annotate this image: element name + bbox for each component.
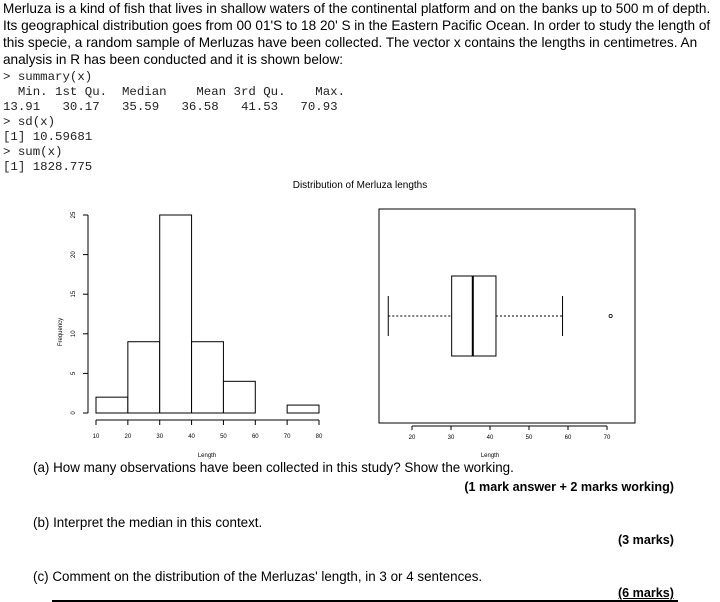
x-tick-label: 50 [525, 435, 533, 441]
x-tick-label: 70 [603, 435, 611, 441]
x-tick-label: 20 [124, 434, 132, 440]
question-c: (c) Comment on the distribution of the Merluzas' length, in 3 or 4 sentences. [33, 569, 483, 584]
y-tick-label: 10 [71, 330, 77, 338]
histogram-bar [96, 397, 128, 413]
histogram-bar [160, 215, 192, 413]
histogram-bar [287, 405, 319, 413]
x-tick-label: 30 [447, 435, 455, 441]
x-tick-label: 80 [315, 434, 323, 440]
figure-title: Distribution of Merluza lengths [292, 180, 428, 191]
y-tick-label: 5 [71, 371, 77, 376]
y-axis-label: Frequency [58, 317, 64, 347]
r-sum-output: [1] 1828.775 [3, 160, 93, 174]
y-tick-label: 0 [71, 411, 77, 415]
histogram [58, 211, 323, 459]
x-axis-label: Length [197, 453, 217, 459]
r-command-summary: > summary(x) [3, 70, 93, 84]
r-summary-header: Min. 1st Qu. Median Mean 3rd Qu. Max. [3, 85, 346, 99]
question-a-marks: (1 mark answer + 2 marks working) [464, 480, 674, 494]
intro-paragraph: Merluza is a kind of fish that lives in shallow waters of the continental platform and on the banks up to 500 m of depth. Its geographical distribution goes from 00 01'S to 18 20' S in the Eastern Pacific Ocean. In order to study the length of this specie, a random sample of Merluzas have been collected. The vector x contains the lengths in centimetres. An analysis in R has been conducted and it is shown below: [3, 1, 711, 67]
x-axis-label: Length [480, 453, 500, 459]
x-tick-label: 40 [188, 434, 195, 440]
histogram-bar [128, 342, 160, 413]
x-tick-label: 20 [408, 435, 416, 441]
question-b-marks: (3 marks) [617, 533, 674, 547]
r-sd-output: [1] 10.59681 [3, 130, 93, 144]
question-c-marks: (6 marks) [617, 586, 674, 600]
x-tick-label: 60 [251, 434, 259, 440]
x-tick-label: 70 [283, 434, 291, 440]
y-tick-label: 25 [71, 211, 77, 219]
x-tick-label: 60 [564, 435, 572, 441]
histogram-bar [223, 381, 255, 413]
x-tick-label: 50 [220, 434, 227, 440]
y-tick-label: 15 [71, 290, 77, 298]
r-command-sum: > sum(x) [3, 145, 63, 159]
histogram-bar [192, 342, 224, 413]
question-b: (b) Interpret the median in this context. [33, 515, 263, 530]
r-summary-values: 13.91 30.17 35.59 36.58 41.53 70.93 [3, 100, 338, 114]
boxplot [379, 209, 635, 459]
x-tick-label: 10 [92, 434, 100, 440]
question-a: (a) How many observations have been collected in this study? Show the working. [33, 460, 514, 475]
y-tick-label: 20 [71, 251, 77, 258]
r-command-sd: > sd(x) [3, 115, 56, 129]
x-tick-label: 30 [156, 434, 164, 440]
outlier-point [609, 314, 612, 317]
interquartile-box [452, 276, 496, 356]
x-tick-label: 40 [486, 435, 494, 441]
